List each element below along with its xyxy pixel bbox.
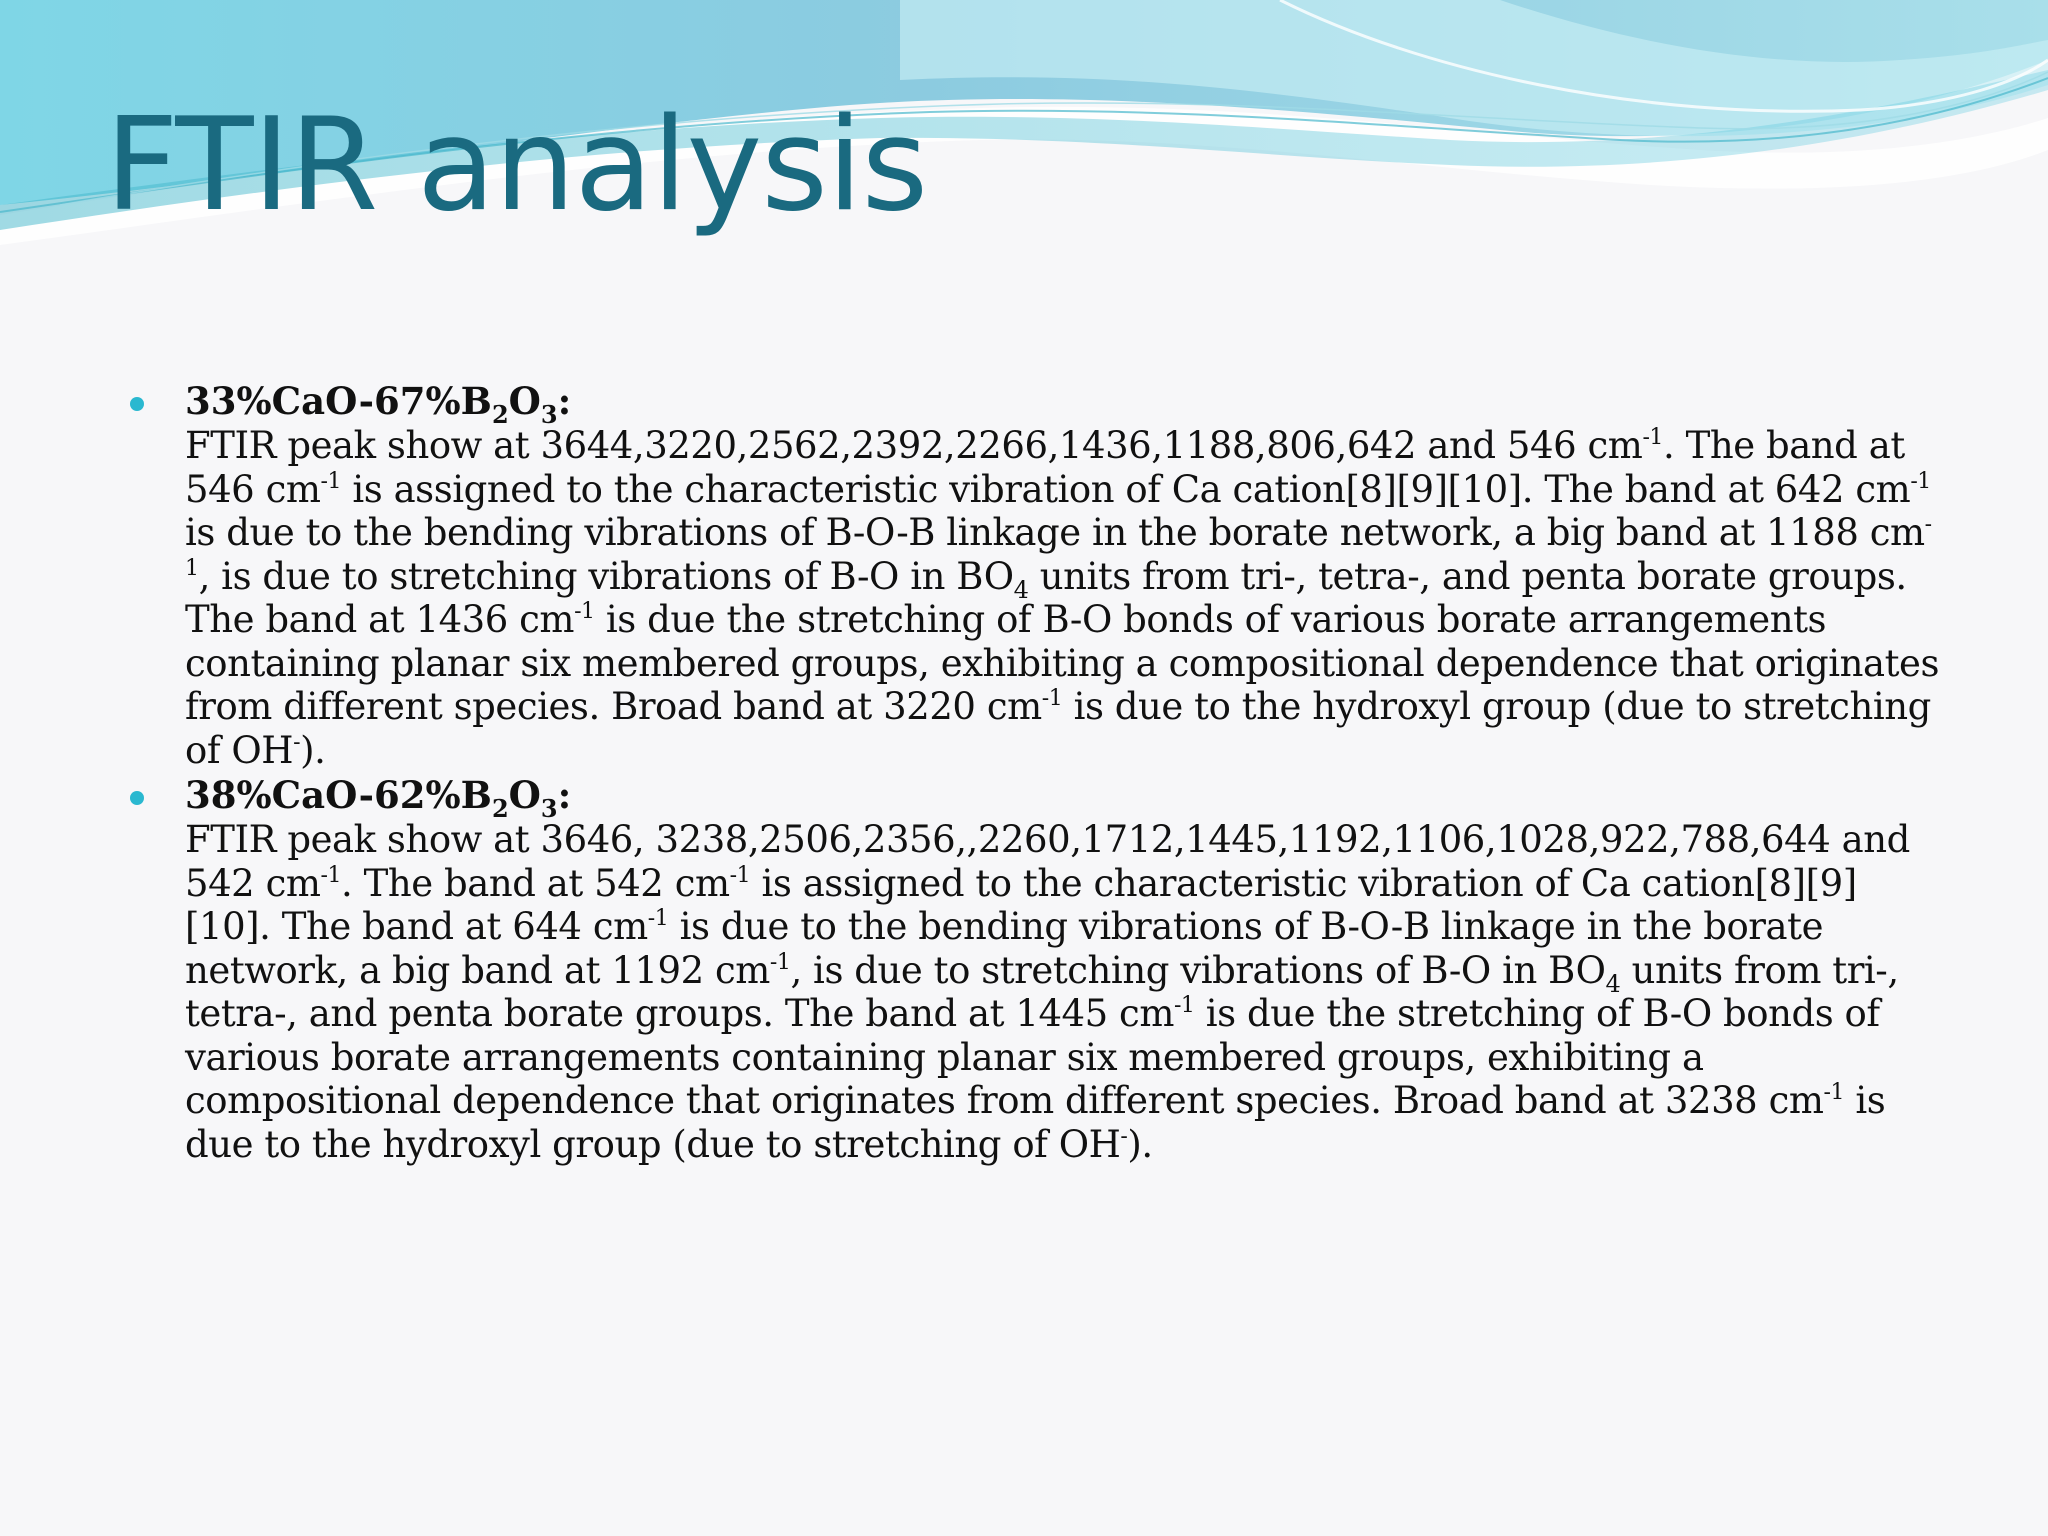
bullet-item bbox=[130, 772, 1940, 1166]
slide-title: FTIR analysis bbox=[105, 91, 928, 240]
composition-heading: $38\%CaO-62\%B_2O_3$: bbox=[185, 773, 572, 823]
bullet-list bbox=[130, 378, 1940, 1166]
composition-heading: $33\%CaO-67\%B_2O_3$: bbox=[185, 379, 572, 429]
bullet-dot-icon bbox=[130, 397, 144, 411]
bullet-item bbox=[130, 378, 1940, 772]
bullet-dot-icon bbox=[130, 791, 144, 805]
ftir-description: FTIR peak show at 3644,3220,2562,2392,2266,1436,1188,806,642 and 546 $cm^{-1}$. The band at 546 $cm^{-1}$ is assigned to the characteristic vibration of Ca cation[8][9][10]. The band at 642 $cm^{-1}$ is due to the bending vibrations of B-O-B linkage in the borate network, a big band at 1188 $cm^{-1}$, is due to stretching vibrations of B-O in $BO_4$ units from tri-, tetra-, and penta borate groups. The band at 1436 $cm^{-1}$ is due the stretching of B-O bonds of various borate arrangements containing planar six membered groups, exhibiting a compositional dependence that originates from different species. Broad band at 3220 $cm^{-1}$ is due to the hydroxyl group (due to stretching of OH-). bbox=[185, 424, 1940, 772]
ftir-description: FTIR peak show at 3646, 3238,2506,2356,,2260,1712,1445,1192,1106,1028,922,788,644 and 542 $cm^{-1}$. The band at 542 $cm^{-1}$ is assigned to the characteristic vibration of Ca cation[8][9][10]. The band at 644 $cm^{-1}$ is due to the bending vibrations of B-O-B linkage in the borate network, a big band at 1192 $cm^{-1}$, is due to stretching vibrations of B-O in $BO_4$ units from tri-, tetra-, and penta borate groups. The band at 1445 $cm^{-1}$ is due the stretching of B-O bonds of various borate arrangements containing planar six membered groups, exhibiting a compositional dependence that originates from different species. Broad band at 3238 $cm^{-1}$ is due to the hydroxyl group (due to stretching of OH-). bbox=[185, 818, 1910, 1166]
